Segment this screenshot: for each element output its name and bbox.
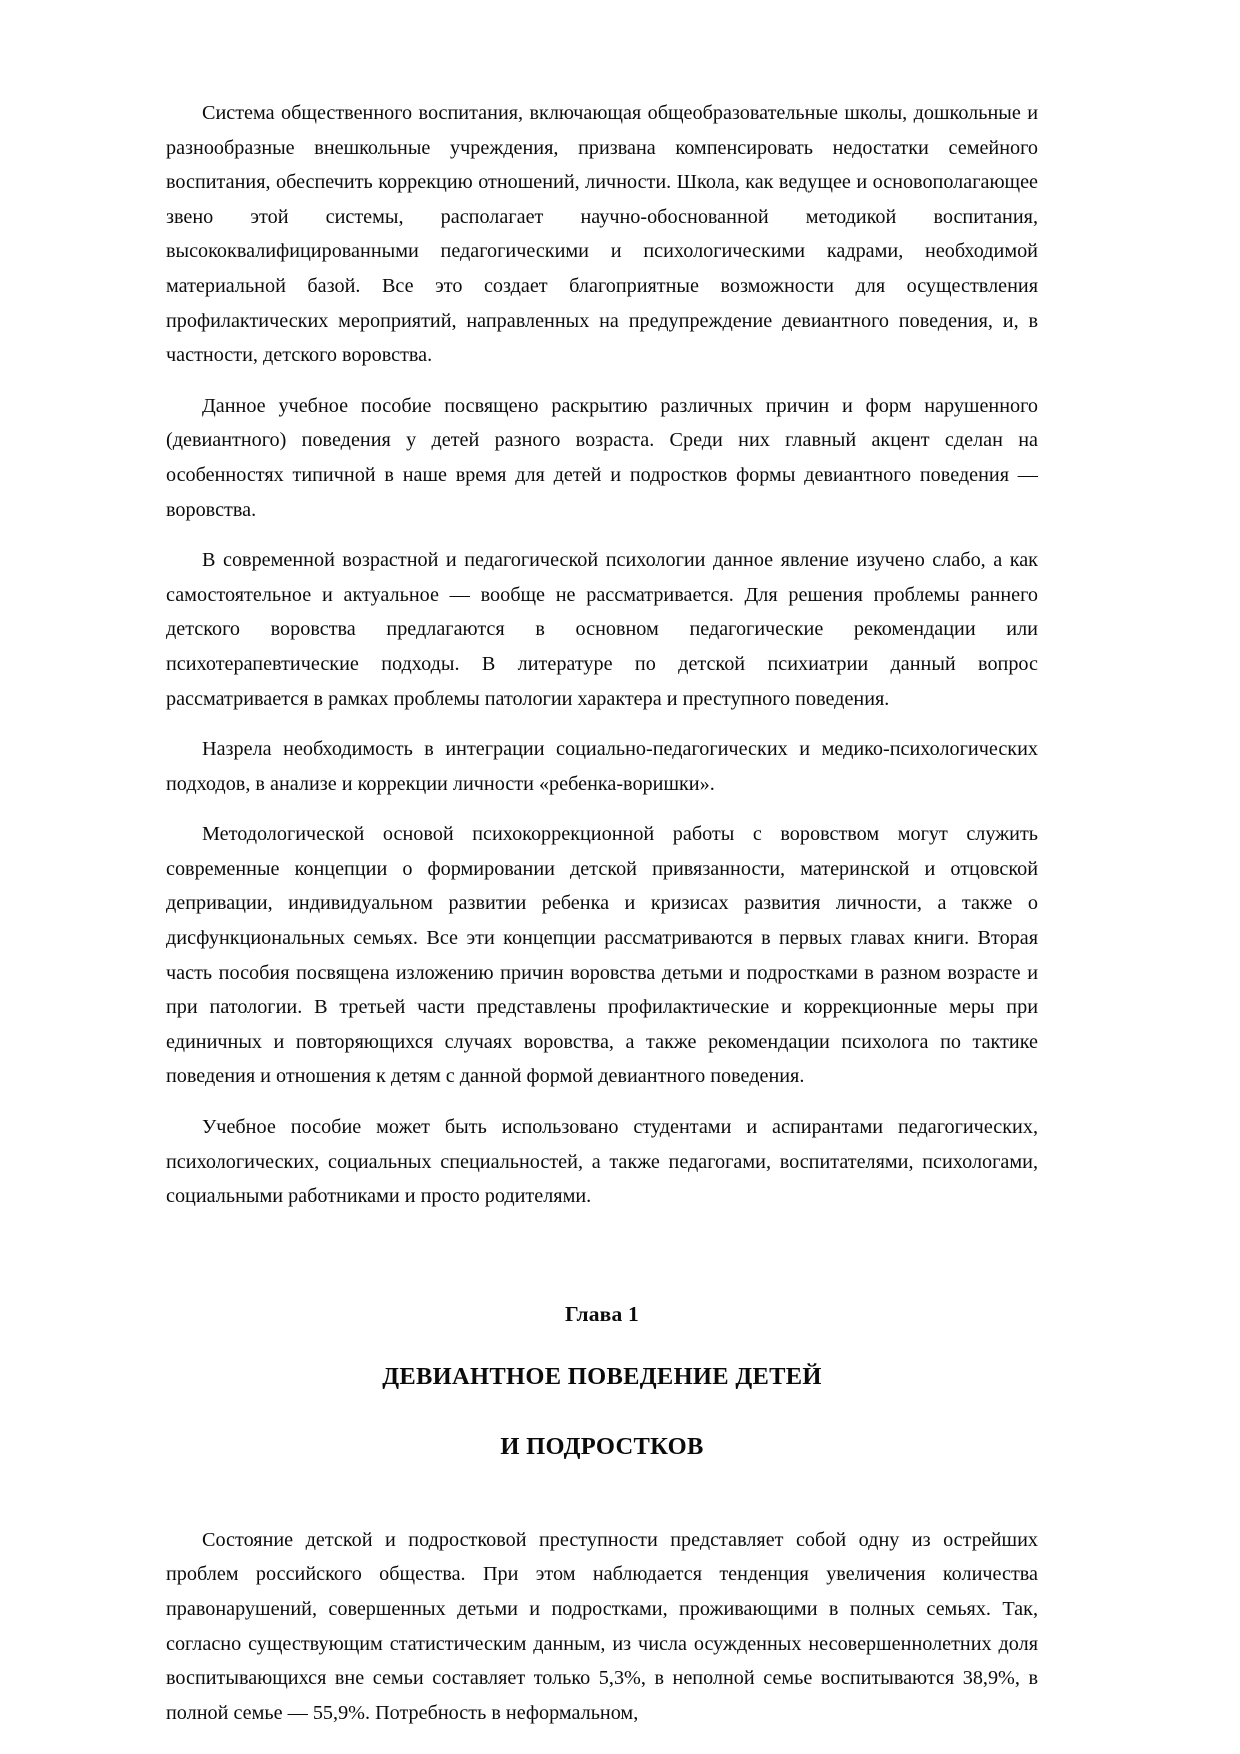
page-content	[166, 96, 1038, 1730]
intro-paragraph-4: Назрела необходимость в интеграции социально-педагогических и медико-психологических подходов, в анализе и коррекции личности «ребенка-воришки».	[166, 738, 1038, 795]
chapter-body-spacer	[166, 1461, 1038, 1523]
chapter-title-spacer	[166, 1391, 1038, 1433]
intro-paragraph-1: Система общественного воспитания, включающая общеобразовательные школы, дошкольные и разнообразные внешкольные учреждения, призвана компенсировать недостатки семейного воспитания, обеспечить коррекцию отношений, личности. Школа, как ведущее и основополагающее звено этой системы, располагает научно-обоснованной методикой воспитания, высококвалифицированными педагогическими и психологическими кадрами, необходимой материальной базой. Все это создает благоприятные возможности для осуществления профилактических мероприятий, направленных на предупреждение девиантного поведения, и, в частности, детского воровства.	[166, 102, 1038, 367]
intro-paragraph-2: Данное учебное пособие посвящено раскрытию различных причин и форм нарушенного (девиантного) поведения у детей разного возраста. Среди них главный акцент сделан на особенностях типичной в наше время для детей и подростков формы девиантного поведения — воровства.	[166, 394, 1038, 521]
chapter-number-label: Глава 1	[565, 1301, 639, 1326]
intro-paragraph-3: В современной возрастной и педагогической психологии данное явление изучено слабо, а как самостоятельное и актуальное — вообще не рассматривается. Для решения проблемы раннего детского воровства предлагаются в основном педагогические рекомендации или психотерапевтические подходы. В литературе по детской психиатрии данный вопрос рассматривается в рамках проблемы патологии характера и преступного поведения.	[166, 549, 1038, 710]
intro-paragraph-6: Учебное пособие может быть использовано студентами и аспирантами педагогических, психологических, социальных специальностей, а также педагогами, воспитателями, психологами, социальными работниками и просто родителями.	[166, 1116, 1038, 1208]
chapter-title-line-1: ДЕВИАНТНОЕ ПОВЕДЕНИЕ ДЕТЕЙ	[382, 1362, 822, 1390]
chapter-spacer-top	[166, 1230, 1038, 1302]
intro-paragraph-5: Методологической основой психокоррекционной работы с воровством могут служить современные концепции о формировании детской привязанности, материнской и отцовской депривации, индивидуальном развитии ребенка и кризисах развития личности, а также о дисфункциональных семьях. Все эти концепции рассматриваются в первых главах книги. Вторая часть пособия посвящена изложению причин воровства детьми и подростками в разном возрасте и при патологии. В третьей части представлены профилактические и коррекционные меры при единичных и повторяющихся случаях воровства, а также рекомендации психолога по тактике поведения и отношения к детям с данной формой девиантного поведения.	[166, 823, 1038, 1088]
chapter-body-paragraph-1: Состояние детской и подростковой преступности представляет собой одну из острейших проблем российского общества. При этом наблюдается тенденция увеличения количества правонарушений, совершенных детьми и подростками, проживающими в полных семьях. Так, согласно существующим статистическим данным, из числа осужденных несовершеннолетних доля воспитывающихся вне семьи составляет только 5,3%, в неполной семье воспитываются 38,9%, в полной семье — 55,9%. Потребность в неформальном,	[166, 1528, 1038, 1724]
chapter-label-spacer	[166, 1327, 1038, 1363]
chapter-title-line-2: И ПОДРОСТКОВ	[500, 1432, 704, 1460]
